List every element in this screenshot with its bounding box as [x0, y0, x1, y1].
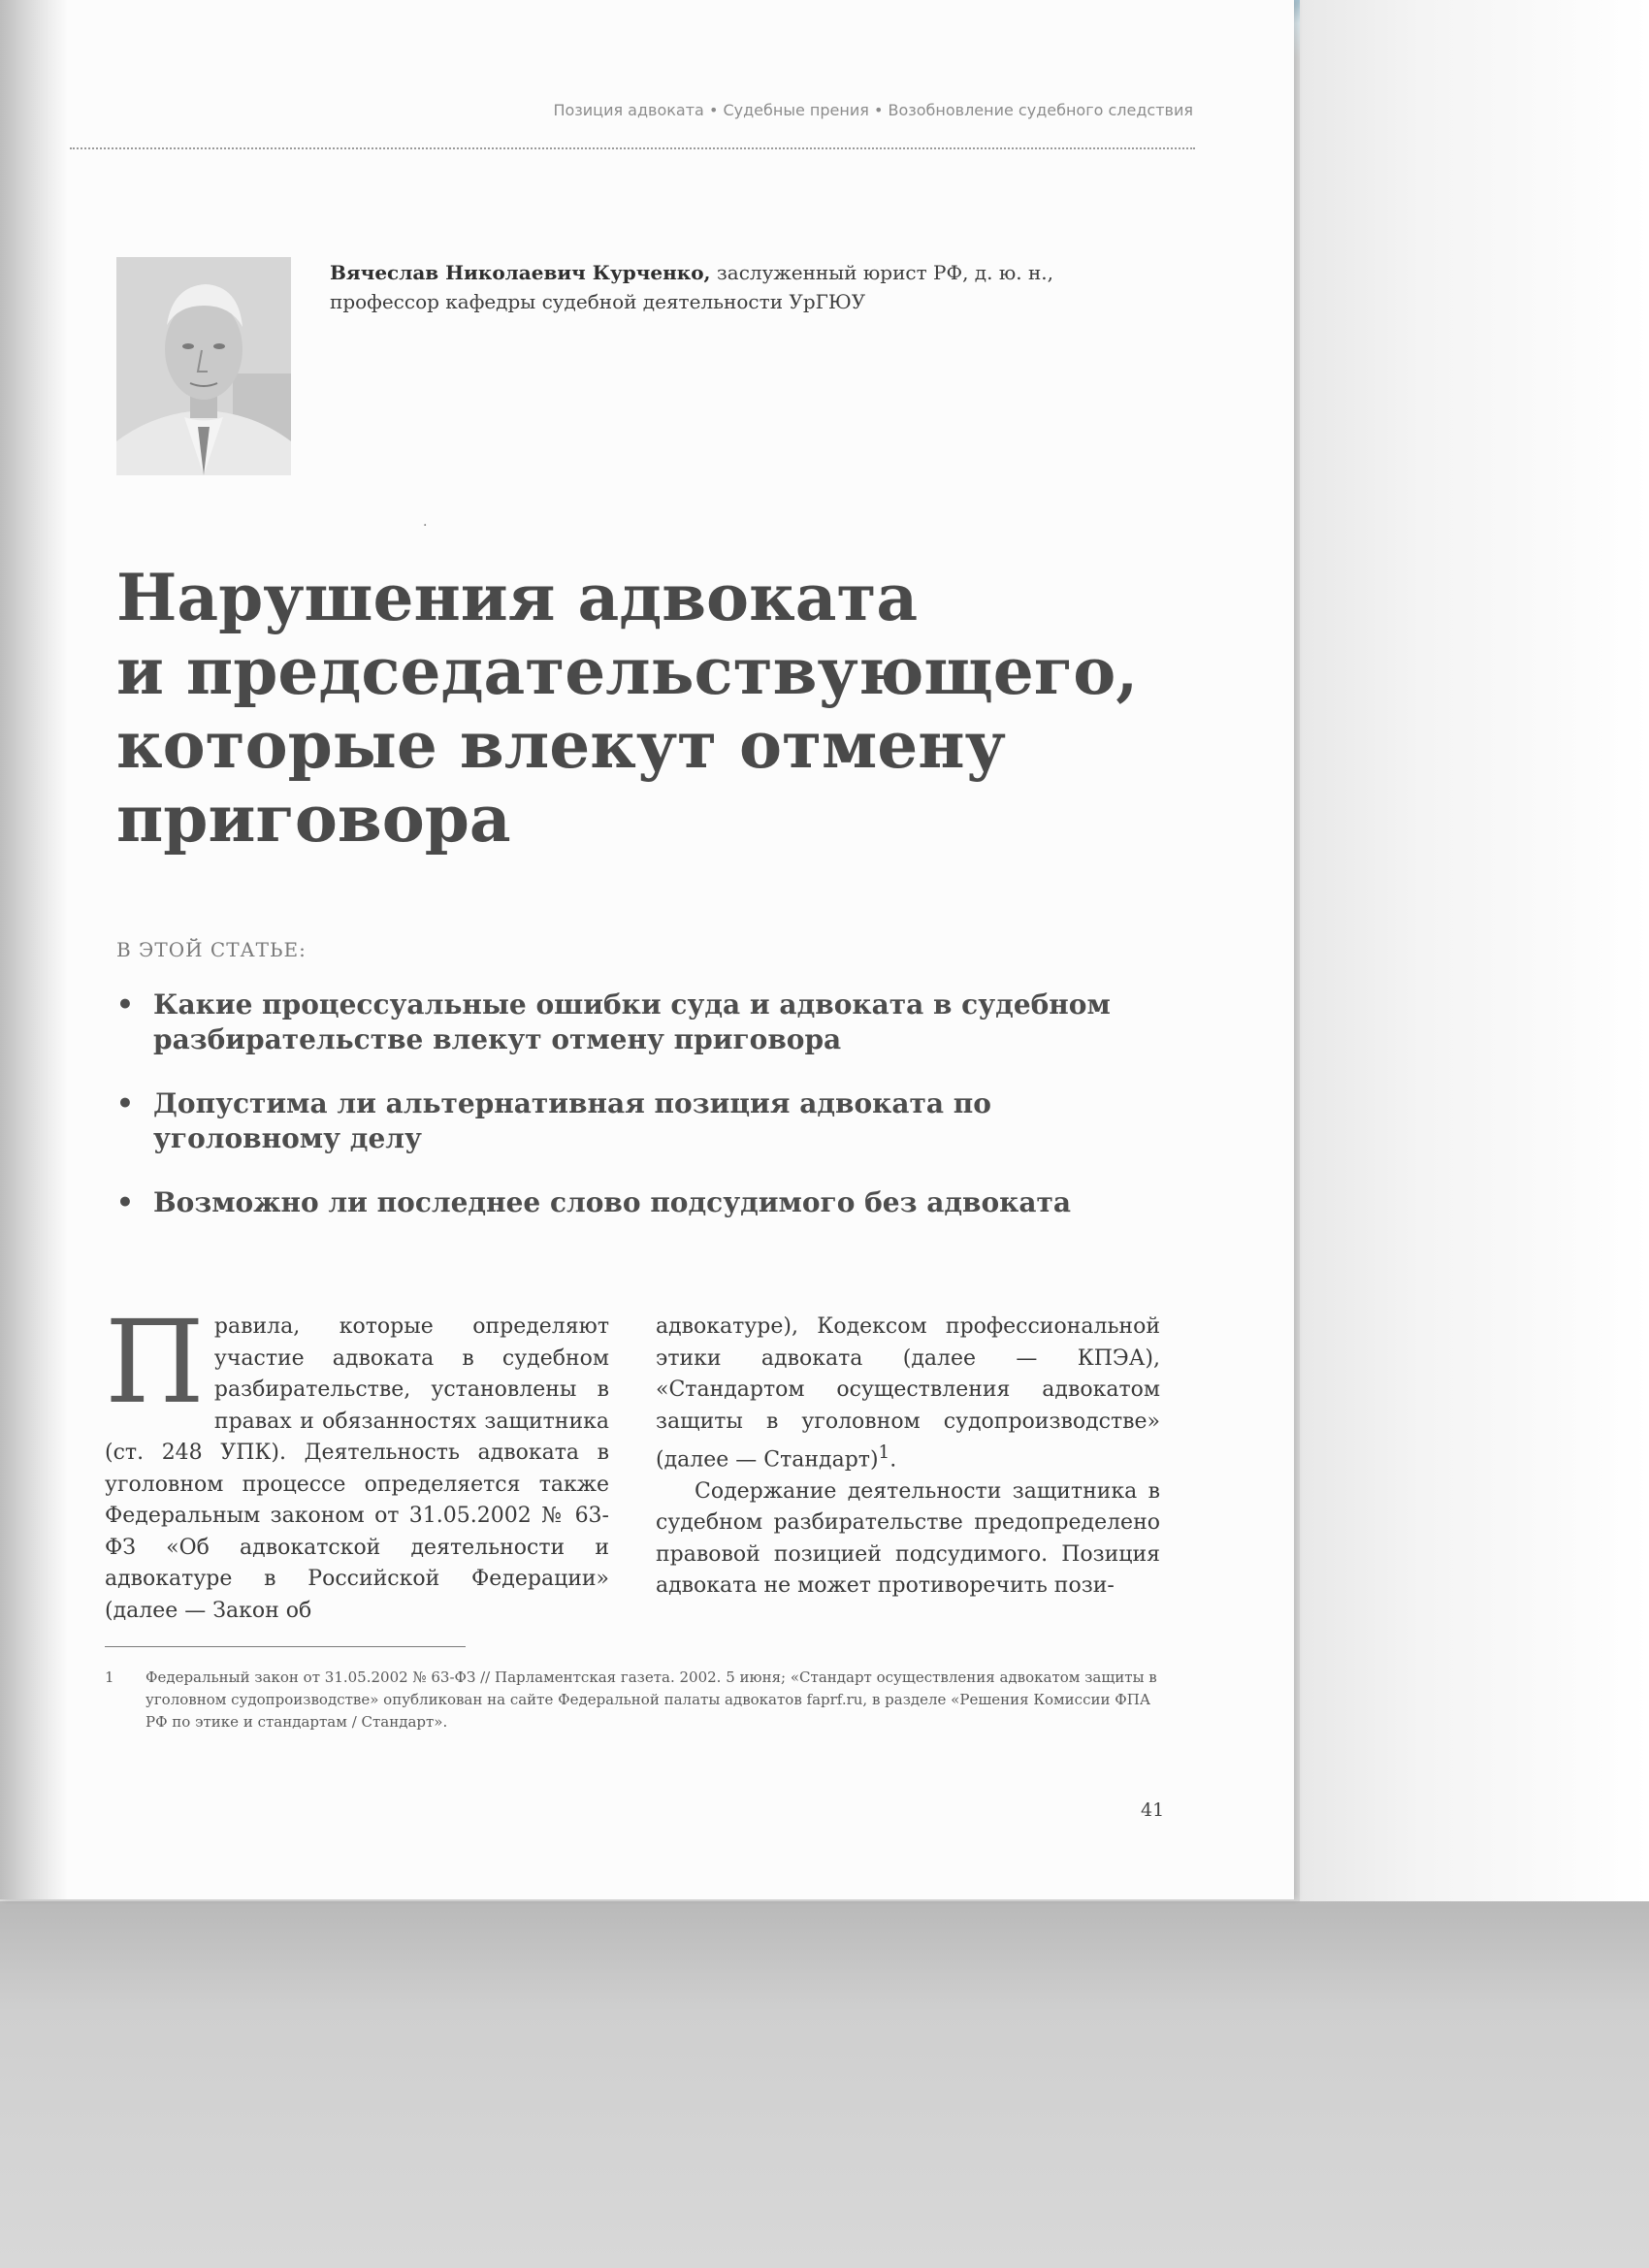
page-spine-shadow [0, 0, 68, 1899]
article-title [116, 561, 1183, 856]
paragraph-text-end: . [889, 1447, 897, 1473]
scan-background-bottom [0, 1901, 1649, 2268]
body-paragraph [105, 1295, 609, 1627]
page-number: 41 [1141, 1799, 1165, 1821]
in-article-label: В ЭТОЙ СТАТЬЕ: [116, 938, 307, 961]
topic-item [116, 988, 1183, 1057]
scan-speck: · [423, 518, 428, 534]
footnote [105, 1667, 1172, 1733]
author-credentials-2: профессор кафедры судебной деятельности УрГЮУ [330, 290, 866, 313]
title-line: которые влекут отмену [116, 707, 1006, 783]
body-column-right [656, 1312, 1160, 1603]
article-topics-list [116, 988, 1183, 1249]
drop-cap: П [105, 1295, 205, 1429]
author-photo [116, 257, 291, 475]
topic-text: Какие процессуальные ошибки суда и адвоката в судебном разбирательстве влекут отмену приговора [153, 988, 1111, 1055]
topic-text: Допустима ли альтернативная позиция адвоката по уголовному делу [153, 1087, 991, 1154]
topic-item [116, 1185, 1183, 1220]
body-column-left [105, 1295, 609, 1627]
footnote-text: Федеральный закон от 31.05.2002 № 63-ФЗ // Парламентская газета. 2002. 5 июня; «Стандарт осуществления адвокатом защиты в уголовном судопроизводстве» опубликован на сайте Федеральной палаты адвокатов faprf.ru, в разделе «Решения Комиссии ФПА РФ по этике и стандартам / Стандарт». [146, 1669, 1157, 1731]
paragraph-text: равила, которые определяют участие адвоката в судебном разбирательстве, установлены в правах и обязанностях защитника (ст. 248 УПК). Деятельность адвоката в уголовном процессе определяется также Федеральным законом от 31.05.2002 № 63-ФЗ «Об адвокатской деятельности и адвокатуре в Российской Федерации» (далее — Закон об [105, 1314, 609, 1623]
author-name: Вячеслав Николаевич Курченко, [330, 261, 711, 284]
footnote-rule [105, 1646, 466, 1647]
title-line: Нарушения адвоката [116, 560, 919, 635]
bullet-icon: • [116, 1186, 134, 1218]
author-credit [330, 258, 1164, 316]
topic-item [116, 1086, 1183, 1156]
topic-text: Возможно ли последнее слово подсудимого без адвоката [153, 1186, 1072, 1218]
footnote-number: 1 [105, 1669, 114, 1686]
bullet-icon: • [116, 988, 134, 1021]
paragraph-text: адвокатуре), Кодексом профессиональной этики адвоката (далее — КПЭА), «Стандартом осуществления адвокатом защиты в уголовном судопроизводстве» (далее — Стандарт) [656, 1314, 1160, 1473]
body-paragraph [656, 1476, 1160, 1603]
body-paragraph [656, 1312, 1160, 1476]
scan-background-right [1300, 0, 1649, 1901]
title-line: приговора [116, 781, 511, 857]
running-head: Позиция адвоката • Судебные прения • Возобновление судебного следствия [553, 101, 1193, 119]
author-credentials-1: заслуженный юрист РФ, д. ю. н., [710, 261, 1054, 284]
paragraph-text: Содержание деятельности защитника в судебном разбирательстве предопределено правовой позицией подсудимого. Позиция адвоката не может противоречить пози- [656, 1478, 1160, 1599]
footnote-reference[interactable]: 1 [878, 1442, 890, 1463]
bullet-icon: • [116, 1087, 134, 1119]
title-line: и председательствующего, [116, 633, 1139, 709]
running-head-rule [70, 147, 1195, 149]
